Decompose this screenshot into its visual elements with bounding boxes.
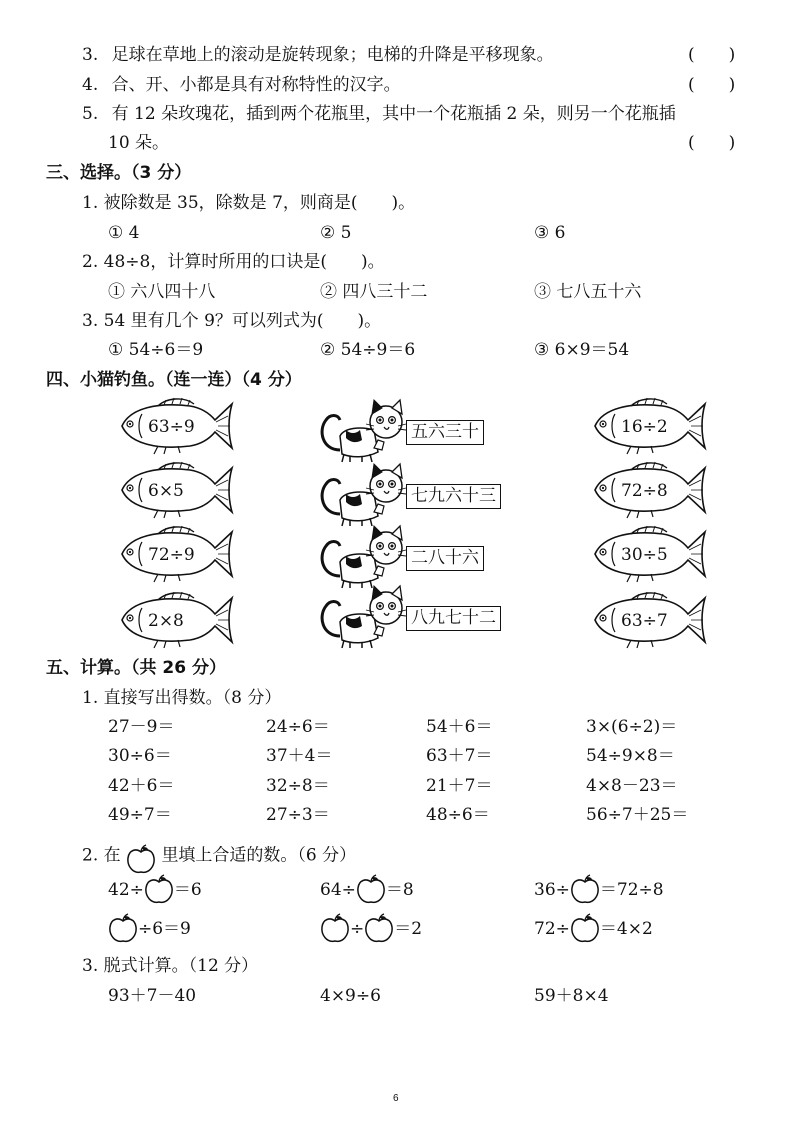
- equation-text: ÷6＝9: [138, 918, 191, 939]
- choice-q2-opt1[interactable]: ① 六八四十八: [108, 282, 216, 302]
- calc-part3-item-1: 93＋7－40: [108, 986, 197, 1006]
- choice-q1-opt3[interactable]: ③ 6: [534, 223, 566, 243]
- cat-icon: [316, 400, 408, 462]
- calc-expression: 3×(6÷2)＝: [586, 717, 678, 737]
- calc-part1-title: 1. 直接写出得数。（8 分）: [82, 688, 282, 708]
- fish-left-label: 6×5: [148, 481, 184, 501]
- calc-part2-prefix: 2. 在: [82, 845, 121, 866]
- judge-num: 3.: [82, 45, 99, 65]
- judge-num: 5.: [82, 104, 99, 124]
- apple-equation: [320, 914, 422, 944]
- fish-right-1[interactable]: [591, 398, 709, 454]
- cat-icon: [316, 464, 408, 526]
- judge-item-4: [82, 77, 401, 94]
- calc-expression: 49÷7＝: [108, 805, 172, 825]
- fish-left-4[interactable]: [118, 592, 236, 648]
- section-calc-heading: 五、计算。（共 26 分）: [46, 658, 226, 678]
- apple-blank-icon[interactable]: [364, 914, 394, 944]
- fish-left-1[interactable]: [118, 398, 236, 454]
- calc-expression: 32÷8＝: [266, 776, 330, 796]
- apple-icon: [126, 845, 156, 867]
- apple-equation: [108, 914, 191, 944]
- equation-text: 42÷: [108, 879, 144, 900]
- calc-part2-suffix: 里填上合适的数。（6 分）: [161, 845, 357, 866]
- cat-3[interactable]: [316, 526, 516, 588]
- fish-left-label: 2×8: [148, 611, 184, 631]
- calc-expression: 48÷6＝: [426, 805, 490, 825]
- choice-q2-stem: 2. 48÷8，计算时所用的口诀是( )。: [82, 252, 385, 272]
- calc-expression: 37＋4＝: [266, 746, 333, 766]
- fish-right-label: 72÷8: [621, 481, 668, 501]
- judge-answer-3[interactable]: ( ): [688, 45, 736, 65]
- apple-blank-icon[interactable]: [570, 875, 600, 905]
- cat-rhyme-label: 二八十六: [406, 546, 484, 571]
- fish-left-label: 72÷9: [148, 545, 195, 565]
- cat-rhyme-label: 五六三十: [406, 420, 484, 445]
- equation-text: ＝2: [394, 918, 423, 939]
- apple-equation: [108, 875, 202, 905]
- fish-left-3[interactable]: [118, 526, 236, 582]
- choice-q1-opt1[interactable]: ① 4: [108, 223, 140, 243]
- apple-equation: [534, 875, 664, 905]
- cat-rhyme-label: 七九六十三: [406, 484, 501, 509]
- apple-blank-icon[interactable]: [356, 875, 386, 905]
- calc-expression: 24÷6＝: [266, 717, 330, 737]
- fish-right-2[interactable]: [591, 462, 709, 518]
- judge-answer-4[interactable]: ( ): [688, 75, 736, 95]
- equation-text: 72÷: [534, 918, 570, 939]
- equation-text: 36÷: [534, 879, 570, 900]
- apple-blank-icon[interactable]: [570, 914, 600, 944]
- apple-equation: [320, 875, 414, 905]
- judge-item-5: [82, 106, 676, 123]
- section-fishing-heading: 四、小猫钓鱼。（连一连）（4 分）: [46, 370, 302, 390]
- fish-right-label: 30÷5: [621, 545, 668, 565]
- cat-rhyme-label: 八九七十二: [406, 606, 501, 631]
- calc-expression: 27÷3＝: [266, 805, 330, 825]
- judge-num: 4.: [82, 75, 99, 95]
- equation-text: ＝6: [173, 879, 202, 900]
- equation-text: 64÷: [320, 879, 356, 900]
- apple-equation: [534, 914, 653, 944]
- fish-left-label: 63÷9: [148, 417, 195, 437]
- calc-part2-title: [82, 845, 356, 867]
- page-number: 6: [393, 1093, 399, 1104]
- apple-blank-icon[interactable]: [108, 914, 138, 944]
- judge-item-3: [82, 47, 554, 64]
- judge-text: 有 12 朵玫瑰花，插到两个花瓶里，其中一个花瓶插 2 朵，则另一个花瓶插: [111, 104, 676, 124]
- choice-q2-opt2[interactable]: ② 四八三十二: [320, 282, 428, 302]
- calc-part3-item-2: 4×9÷6: [320, 986, 381, 1006]
- equation-text: ＝8: [385, 879, 414, 900]
- cat-icon: [316, 586, 408, 648]
- fish-right-3[interactable]: [591, 526, 709, 582]
- calc-expression: 42＋6＝: [108, 776, 175, 796]
- cat-2[interactable]: [316, 464, 516, 526]
- choice-q3-opt3[interactable]: ③ 6×9＝54: [534, 340, 630, 360]
- fish-left-2[interactable]: [118, 462, 236, 518]
- choice-q1-stem: 1. 被除数是 35，除数是 7，则商是( )。: [82, 193, 416, 213]
- judge-text-cont: 10 朵。: [108, 133, 170, 153]
- choice-q2-opt3[interactable]: ③ 七八五十六: [534, 282, 642, 302]
- calc-part3-item-3: 59＋8×4: [534, 986, 609, 1006]
- calc-expression: 30÷6＝: [108, 746, 172, 766]
- calc-expression: 63＋7＝: [426, 746, 493, 766]
- cat-1[interactable]: [316, 400, 516, 462]
- equation-text: ＝72÷8: [599, 879, 664, 900]
- equation-text: ÷: [350, 918, 365, 939]
- choice-q3-opt1[interactable]: ① 54÷6＝9: [108, 340, 204, 360]
- calc-expression: 54＋6＝: [426, 717, 493, 737]
- cat-4[interactable]: [316, 586, 516, 648]
- calc-part3-title: 3. 脱式计算。（12 分）: [82, 956, 259, 976]
- calc-expression: 27－9＝: [108, 717, 175, 737]
- judge-text: 合、开、小都是具有对称特性的汉字。: [111, 75, 401, 95]
- cat-icon: [316, 526, 408, 588]
- fish-right-label: 16÷2: [621, 417, 668, 437]
- calc-expression: 56÷7＋25＝: [586, 805, 689, 825]
- choice-q3-opt2[interactable]: ② 54÷9＝6: [320, 340, 416, 360]
- choice-q3-stem: 3. 54 里有几个 9？可以列式为( )。: [82, 311, 382, 331]
- fish-right-4[interactable]: [591, 592, 709, 648]
- calc-expression: 54÷9×8＝: [586, 746, 675, 766]
- apple-blank-icon[interactable]: [144, 875, 174, 905]
- choice-q1-opt2[interactable]: ② 5: [320, 223, 352, 243]
- judge-answer-5[interactable]: ( ): [688, 133, 736, 153]
- equation-text: ＝4×2: [599, 918, 653, 939]
- calc-expression: 4×8－23＝: [586, 776, 678, 796]
- judge-text: 足球在草地上的滚动是旋转现象；电梯的升降是平移现象。: [111, 45, 554, 65]
- apple-blank-icon[interactable]: [320, 914, 350, 944]
- fish-right-label: 63÷7: [621, 611, 668, 631]
- section-choice-heading: 三、选择。（3 分）: [46, 163, 192, 183]
- calc-expression: 21＋7＝: [426, 776, 493, 796]
